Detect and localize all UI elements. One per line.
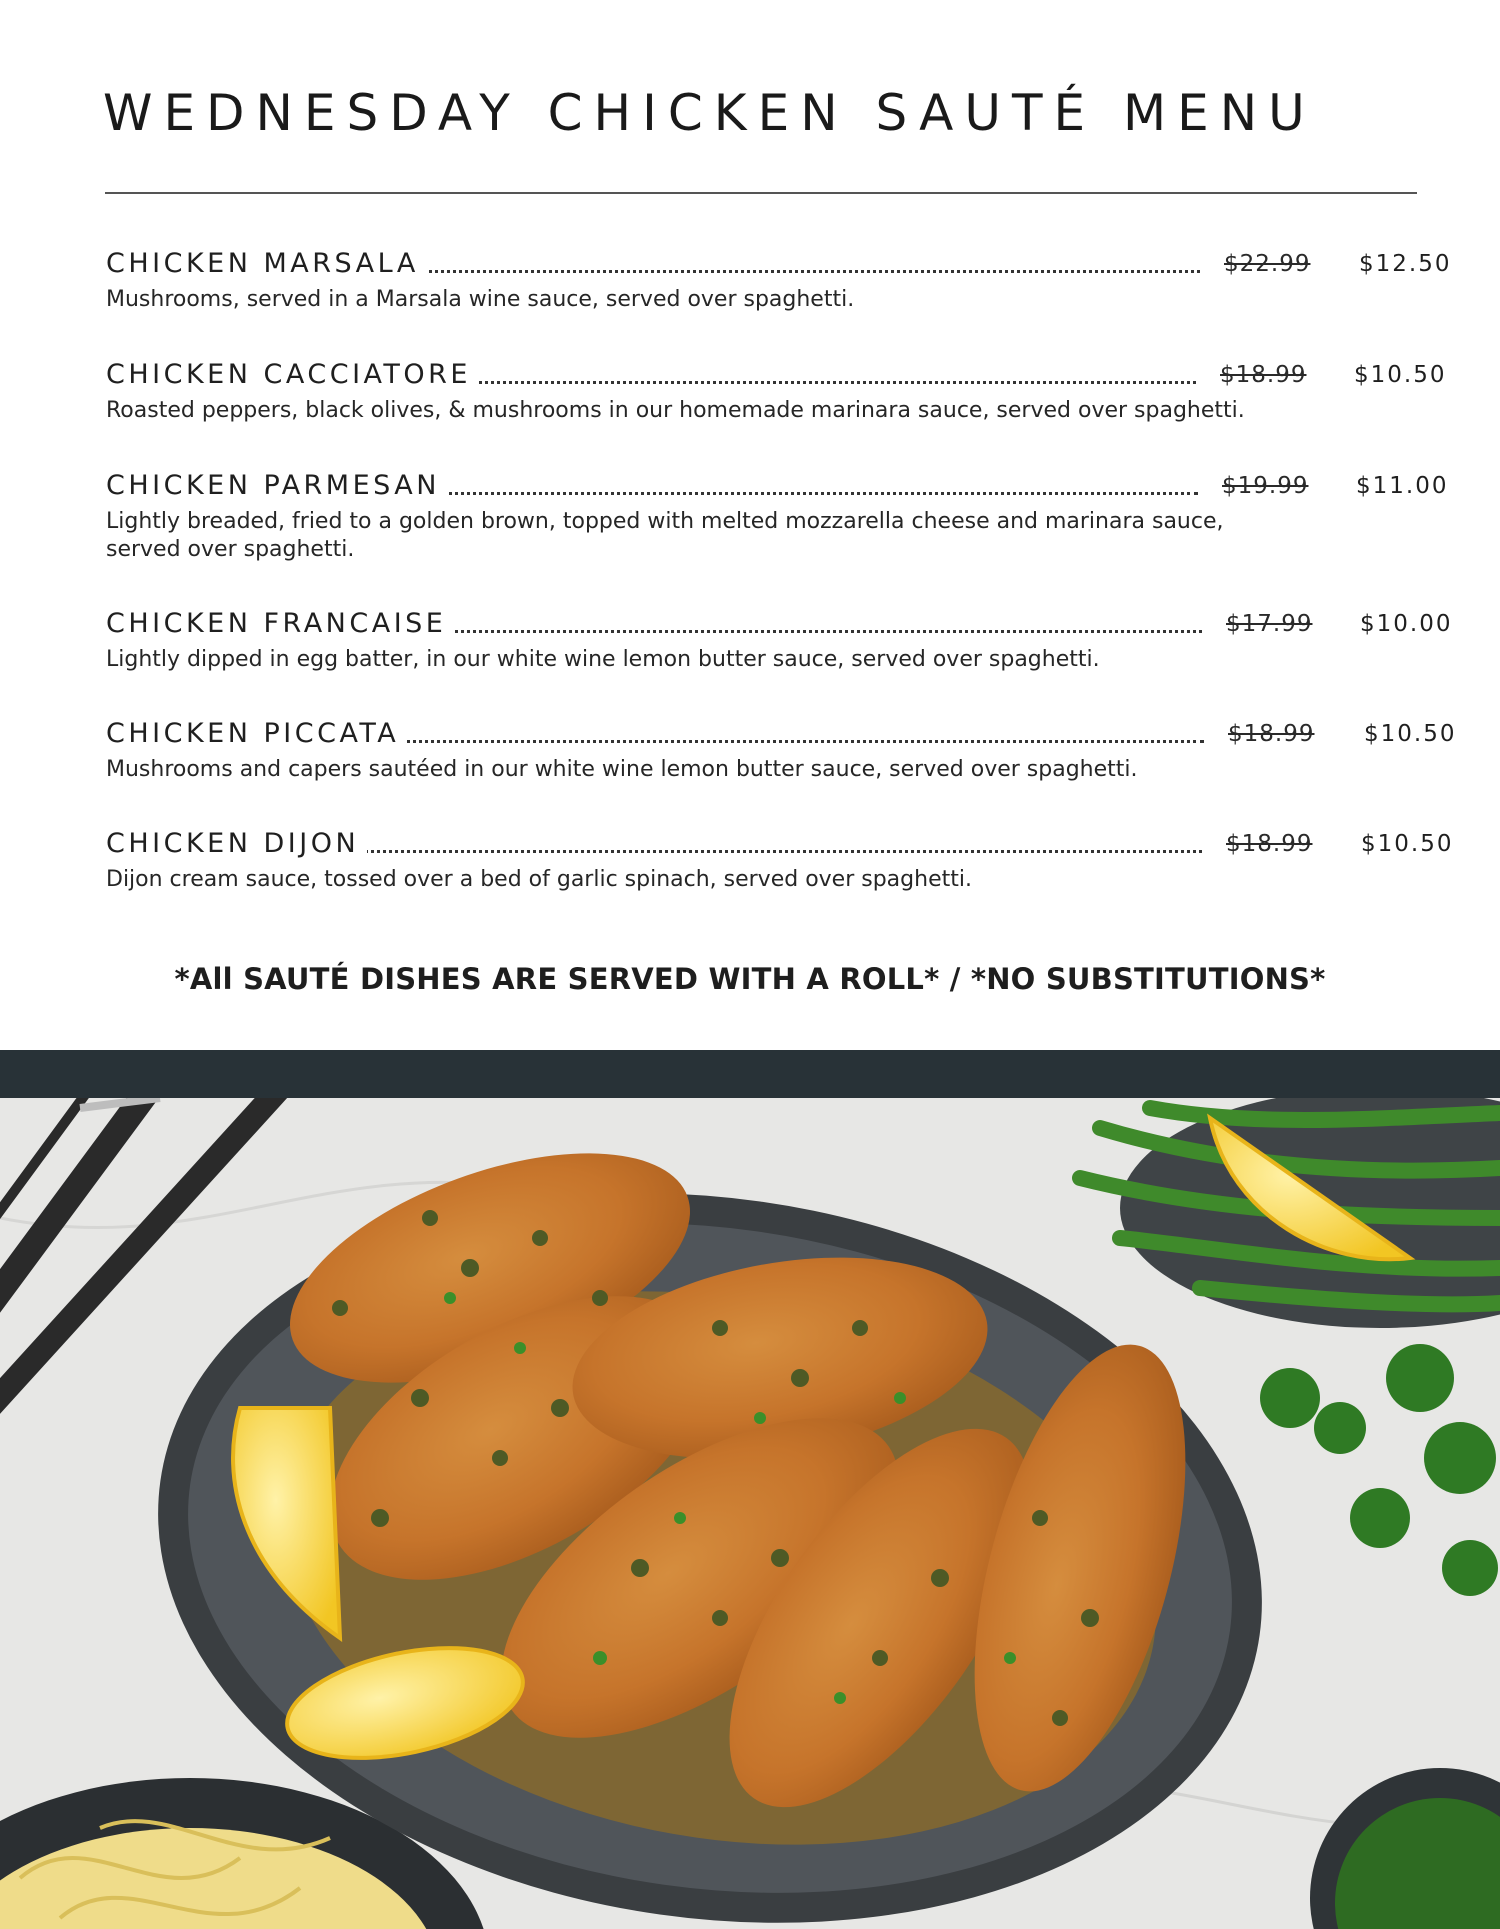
menu-item: [106, 824, 1456, 894]
chicken-piccata-photo: [0, 1098, 1500, 1929]
title-divider: [105, 192, 1417, 194]
menu-item: [106, 604, 1456, 674]
original-price: $22.99: [1218, 244, 1310, 284]
menu-item-name: CHICKEN DIJON: [106, 824, 367, 864]
original-price: $19.99: [1216, 466, 1308, 506]
menu-footnote: *All SAUTÉ DISHES ARE SERVED WITH A ROLL* / *NO SUBSTITUTIONS*: [174, 962, 1326, 996]
menu-item: [106, 466, 1456, 564]
menu-item-description: Lightly dipped in egg batter, in our white wine lemon butter sauce, served over spaghetti.: [106, 647, 1100, 672]
sale-price: $10.50: [1364, 721, 1457, 747]
menu-item-name: CHICKEN PICCATA: [106, 714, 407, 754]
sale-price: $11.00: [1356, 473, 1449, 499]
menu-item-description: Mushrooms and capers sautéed in our white wine lemon butter sauce, served over spaghetti.: [106, 757, 1138, 782]
menu-item: [106, 355, 1456, 425]
sale-price: $10.50: [1354, 362, 1447, 388]
sale-price: $10.00: [1360, 611, 1453, 637]
menu-item-name: CHICKEN FRANCAISE: [106, 604, 454, 644]
page-title: WEDNESDAY CHICKEN SAUTÉ MENU: [103, 84, 1316, 142]
menu-item-name: CHICKEN CACCIATORE: [106, 355, 479, 395]
menu-item-description: Dijon cream sauce, tossed over a bed of garlic spinach, served over spaghetti.: [106, 867, 972, 892]
menu-item: [106, 714, 1456, 784]
menu-item-description: Roasted peppers, black olives, & mushrooms in our homemade marinara sauce, served over spaghetti.: [106, 398, 1245, 423]
original-price: $17.99: [1220, 604, 1312, 644]
sale-price: $10.50: [1361, 831, 1454, 857]
original-price: $18.99: [1220, 824, 1312, 864]
original-price: $18.99: [1214, 355, 1306, 395]
menu-item-description: Lightly breaded, fried to a golden brown, topped with melted mozzarella cheese and marinara sauce, served over spaghetti.: [106, 509, 1224, 562]
sale-price: $12.50: [1359, 251, 1452, 277]
menu-item-name: CHICKEN MARSALA: [106, 244, 427, 284]
menu-item: [106, 244, 1456, 314]
menu-item-name: CHICKEN PARMESAN: [106, 466, 448, 506]
divider-band: [0, 1050, 1500, 1098]
original-price: $18.99: [1222, 714, 1314, 754]
menu-item-description: Mushrooms, served in a Marsala wine sauce, served over spaghetti.: [106, 287, 855, 312]
